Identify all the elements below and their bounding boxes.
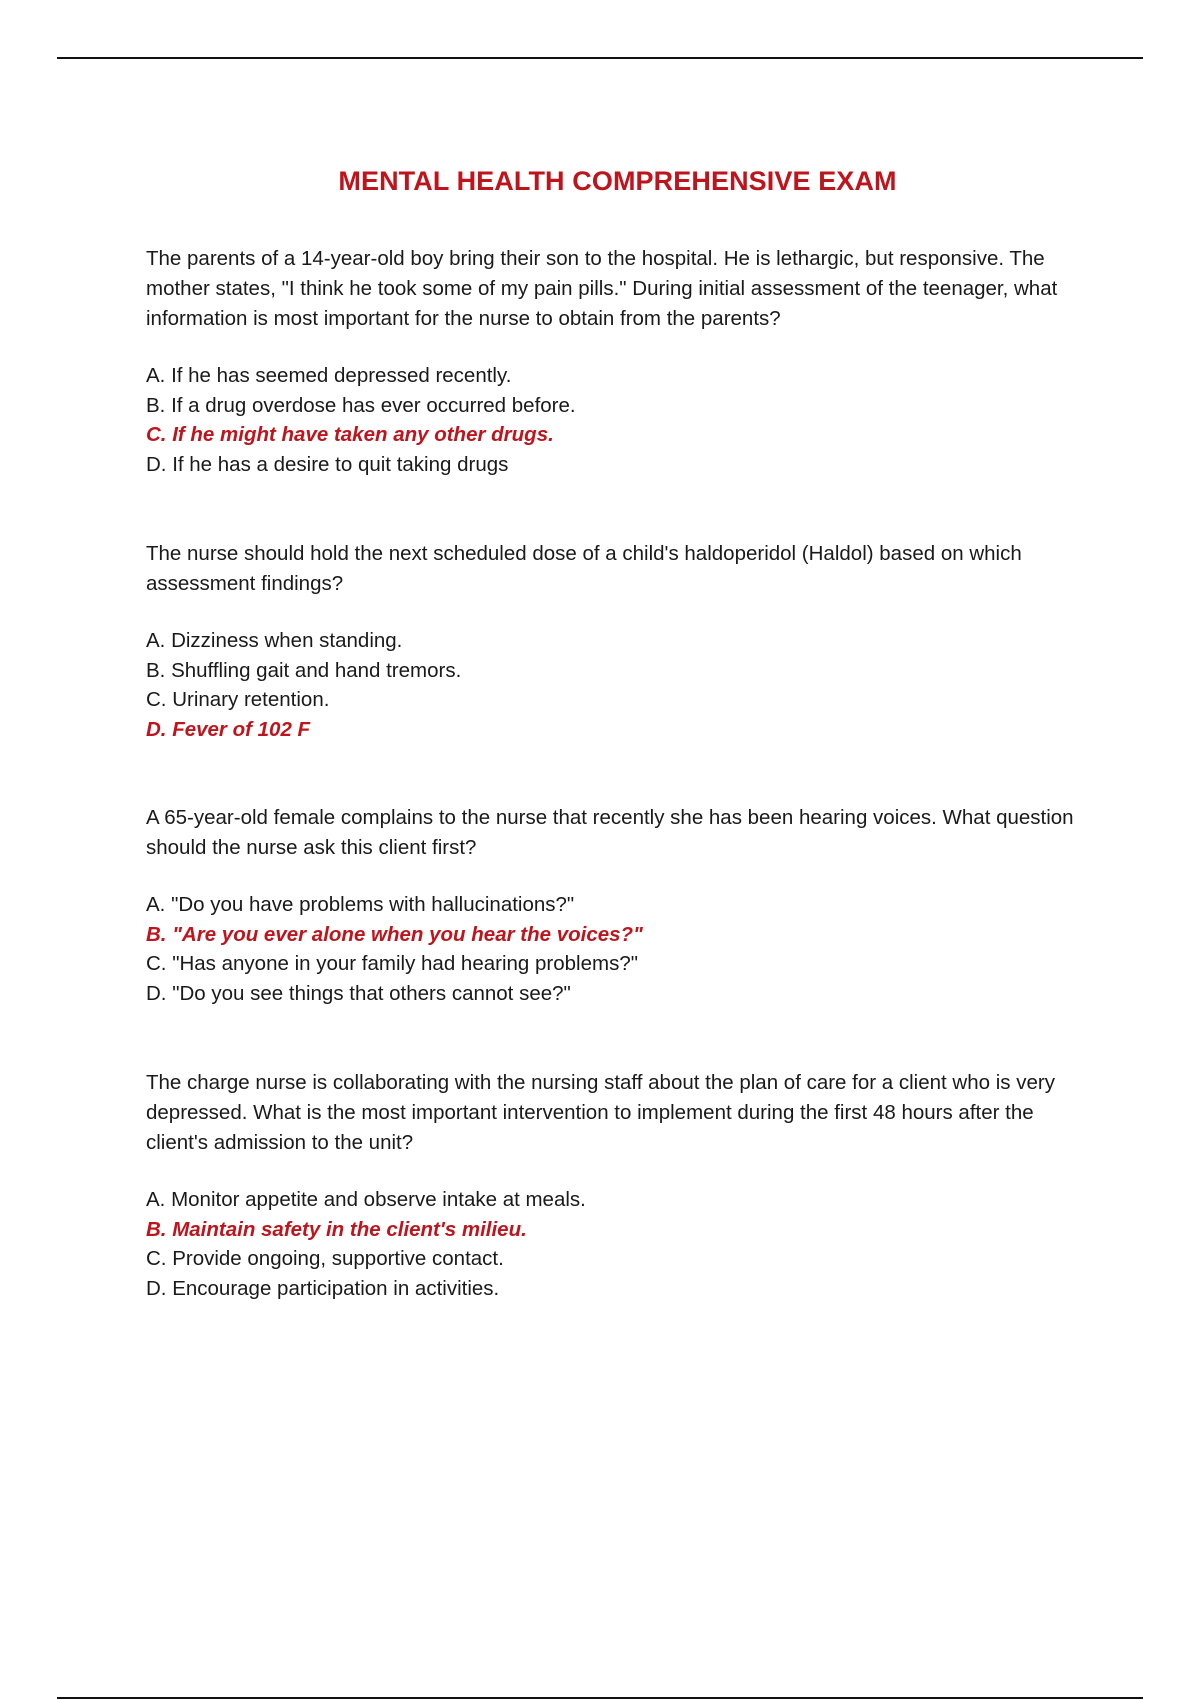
question-3 bbox=[146, 803, 1096, 1008]
option-b: B. If a drug overdose has ever occurred before. bbox=[146, 393, 576, 417]
option-d: D. "Do you see things that others cannot see?" bbox=[146, 981, 571, 1005]
answer-options bbox=[146, 890, 1096, 1008]
option-d-correct-answer: D. Fever of 102 F bbox=[146, 717, 311, 741]
option-a: A. Dizziness when standing. bbox=[146, 629, 403, 652]
option-b-correct-answer: B. "Are you ever alone when you hear the voices?" bbox=[146, 922, 643, 946]
page-title: MENTAL HEALTH COMPREHENSIVE EXAM bbox=[338, 166, 897, 197]
option-a: A. "Do you have problems with hallucinations?" bbox=[146, 893, 575, 916]
option-c-correct-answer: C. If he might have taken any other drugs. bbox=[146, 423, 554, 446]
exam-content bbox=[146, 244, 1096, 1303]
option-c: C. "Has anyone in your family had hearing problems?" bbox=[146, 952, 638, 975]
option-b-correct-answer: B. Maintain safety in the client's milieu. bbox=[146, 1217, 527, 1241]
question-1 bbox=[146, 244, 1096, 479]
question-2 bbox=[146, 539, 1096, 744]
option-b: B. Shuffling gait and hand tremors. bbox=[146, 658, 462, 682]
question-text: The parents of a 14-year-old boy bring their son to the hospital. He is lethargic, but responsive. The mother states, "I think he took some of my pain pills." During initial assessment of the teenager, what information is most important for the nurse to obtain from the parents? bbox=[146, 247, 1058, 330]
question-text: The charge nurse is collaborating with the nursing staff about the plan of care for a client who is very depressed. What is the most important intervention to implement during the first 48 hours after the client's admission to the unit? bbox=[146, 1071, 1055, 1154]
option-d: D. Encourage participation in activities. bbox=[146, 1276, 500, 1300]
answer-options bbox=[146, 361, 1096, 479]
answer-options bbox=[146, 1185, 1096, 1303]
option-d: D. If he has a desire to quit taking drugs bbox=[146, 452, 509, 476]
top-rule bbox=[57, 57, 1143, 59]
option-a: A. If he has seemed depressed recently. bbox=[146, 364, 512, 387]
question-text: The nurse should hold the next scheduled dose of a child's haldoperidol (Haldol) based on which assessment findings? bbox=[146, 542, 1022, 595]
option-c: C. Urinary retention. bbox=[146, 688, 330, 711]
option-a: A. Monitor appetite and observe intake at meals. bbox=[146, 1188, 586, 1211]
option-c: C. Provide ongoing, supportive contact. bbox=[146, 1247, 504, 1270]
question-4 bbox=[146, 1068, 1096, 1303]
question-text: A 65-year-old female complains to the nurse that recently she has been hearing voices. What question should the nurse ask this client first? bbox=[146, 806, 1074, 859]
bottom-rule bbox=[57, 1697, 1143, 1699]
answer-options bbox=[146, 626, 1096, 744]
